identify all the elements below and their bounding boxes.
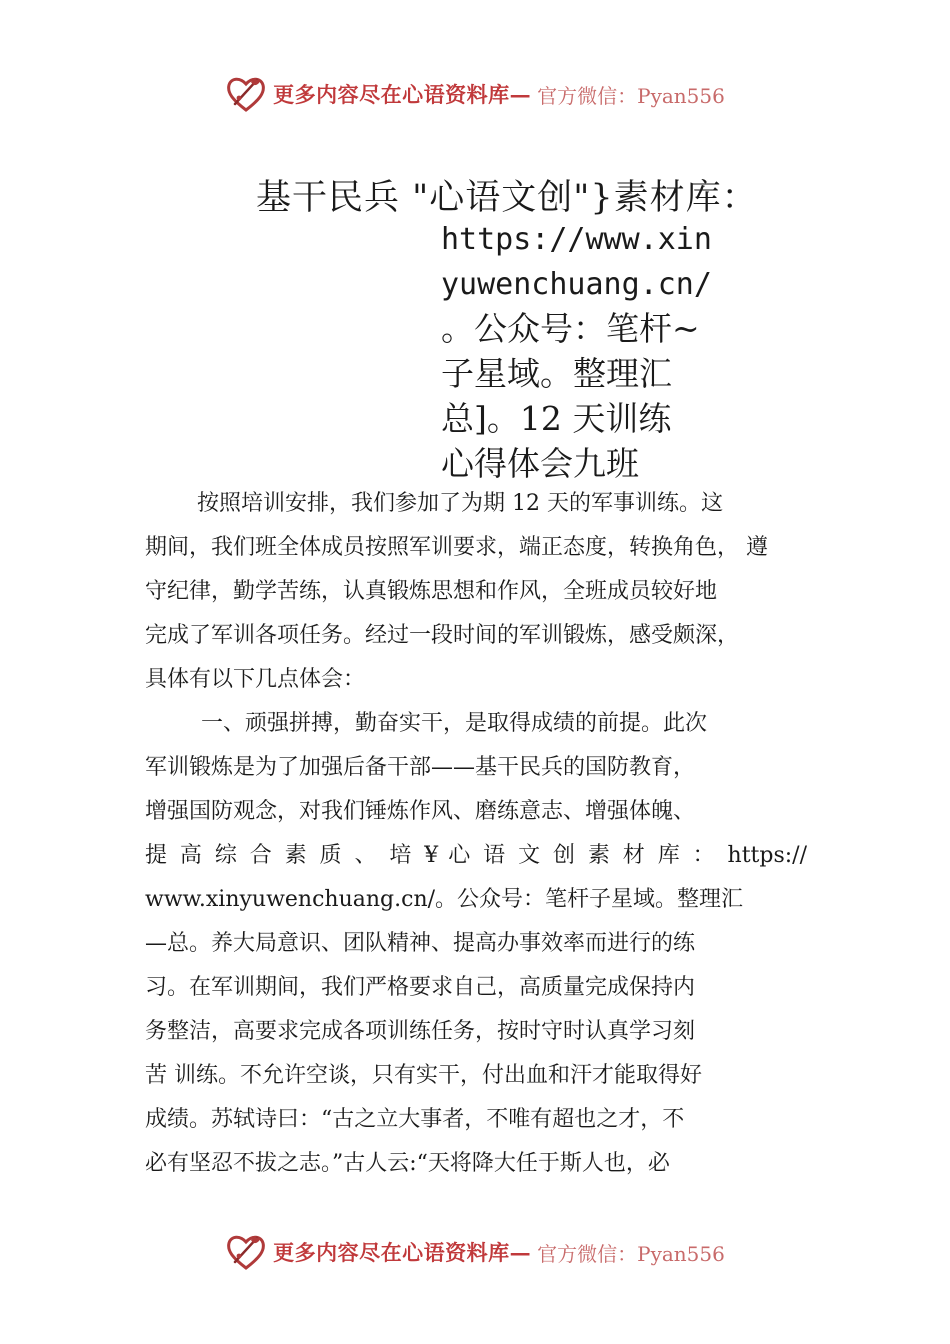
body-line: 一、顽强拼搏，勤奋实干，是取得成绩的前提。此次	[201, 711, 708, 736]
document-title: 基干民兵 "心语文创"}素材库：	[256, 178, 758, 218]
body-line: 增强国防观念，对我们锤炼作风、磨练意志、增强体魄、	[145, 799, 696, 824]
body-line: 苦 训练。不允许空谈，只有实干，付出血和汗才能取得好	[145, 1063, 702, 1088]
title-continuation	[441, 218, 741, 486]
title-line: 子星域。整理汇	[441, 354, 672, 394]
heart-quill-logo-icon	[225, 1232, 267, 1272]
body-line: 务整洁，高要求完成各项训练任务，按时守时认真学习刻	[145, 1019, 696, 1044]
body-line: 具体有以下几点体会：	[145, 667, 366, 692]
title-line: https://www.xin	[441, 222, 712, 257]
header-banner	[0, 70, 950, 118]
footer-banner-content	[225, 1232, 725, 1272]
footer-banner-text: 更多内容尽在心语资料库—	[273, 1240, 532, 1265]
footer-banner-suffix: 官方微信：Pyan556	[537, 1241, 725, 1266]
body-line: 提 高 综 合 素 质 、 培 ¥ 心 语 文 创 素 材 库 ： https://	[145, 843, 807, 868]
title-line: yuwenchuang.cn/	[441, 266, 712, 302]
body-line: 成绩。苏轼诗曰：“古之立大事者，不唯有超也之才，不	[145, 1107, 685, 1132]
body-line: 完成了军训各项任务。经过一段时间的军训锻炼，感受颇深，	[145, 623, 740, 648]
body-text	[145, 482, 807, 1186]
body-line: —总。养大局意识、团队精神、提高办事效率而进行的练	[145, 931, 696, 956]
body-line: 习。在军训期间，我们严格要求自己，高质量完成保持内	[145, 975, 696, 1000]
heart-quill-logo-icon	[225, 74, 267, 114]
body-line: 军训锻炼是为了加强后备干部——基干民兵的国防教育，	[145, 755, 696, 780]
header-banner-suffix: 官方微信：Pyan556	[537, 83, 725, 108]
header-banner-text: 更多内容尽在心语资料库—	[273, 82, 532, 107]
body-line: 期间，我们班全体成员按照军训要求，端正态度，转换角色， 遵	[145, 535, 768, 560]
title-line: 总]。12 天训练	[441, 398, 672, 438]
footer-banner	[0, 1228, 950, 1276]
body-line: 按照培训安排，我们参加了为期 12 天的军事训练。这	[197, 491, 723, 516]
title-line: 。公众号：笔杆~	[441, 309, 700, 349]
body-line: 守纪律，勤学苦练，认真锻炼思想和作风，全班成员较好地	[145, 579, 718, 604]
header-banner-content	[225, 74, 725, 114]
body-line: 必有坚忍不拔之志。”古人云:“天将降大任于斯人也，必	[145, 1151, 670, 1176]
title-line: 心得体会九班	[441, 443, 639, 483]
body-line: www.xinyuwenchuang.cn/。公众号：笔杆子星域。整理汇	[145, 887, 744, 912]
